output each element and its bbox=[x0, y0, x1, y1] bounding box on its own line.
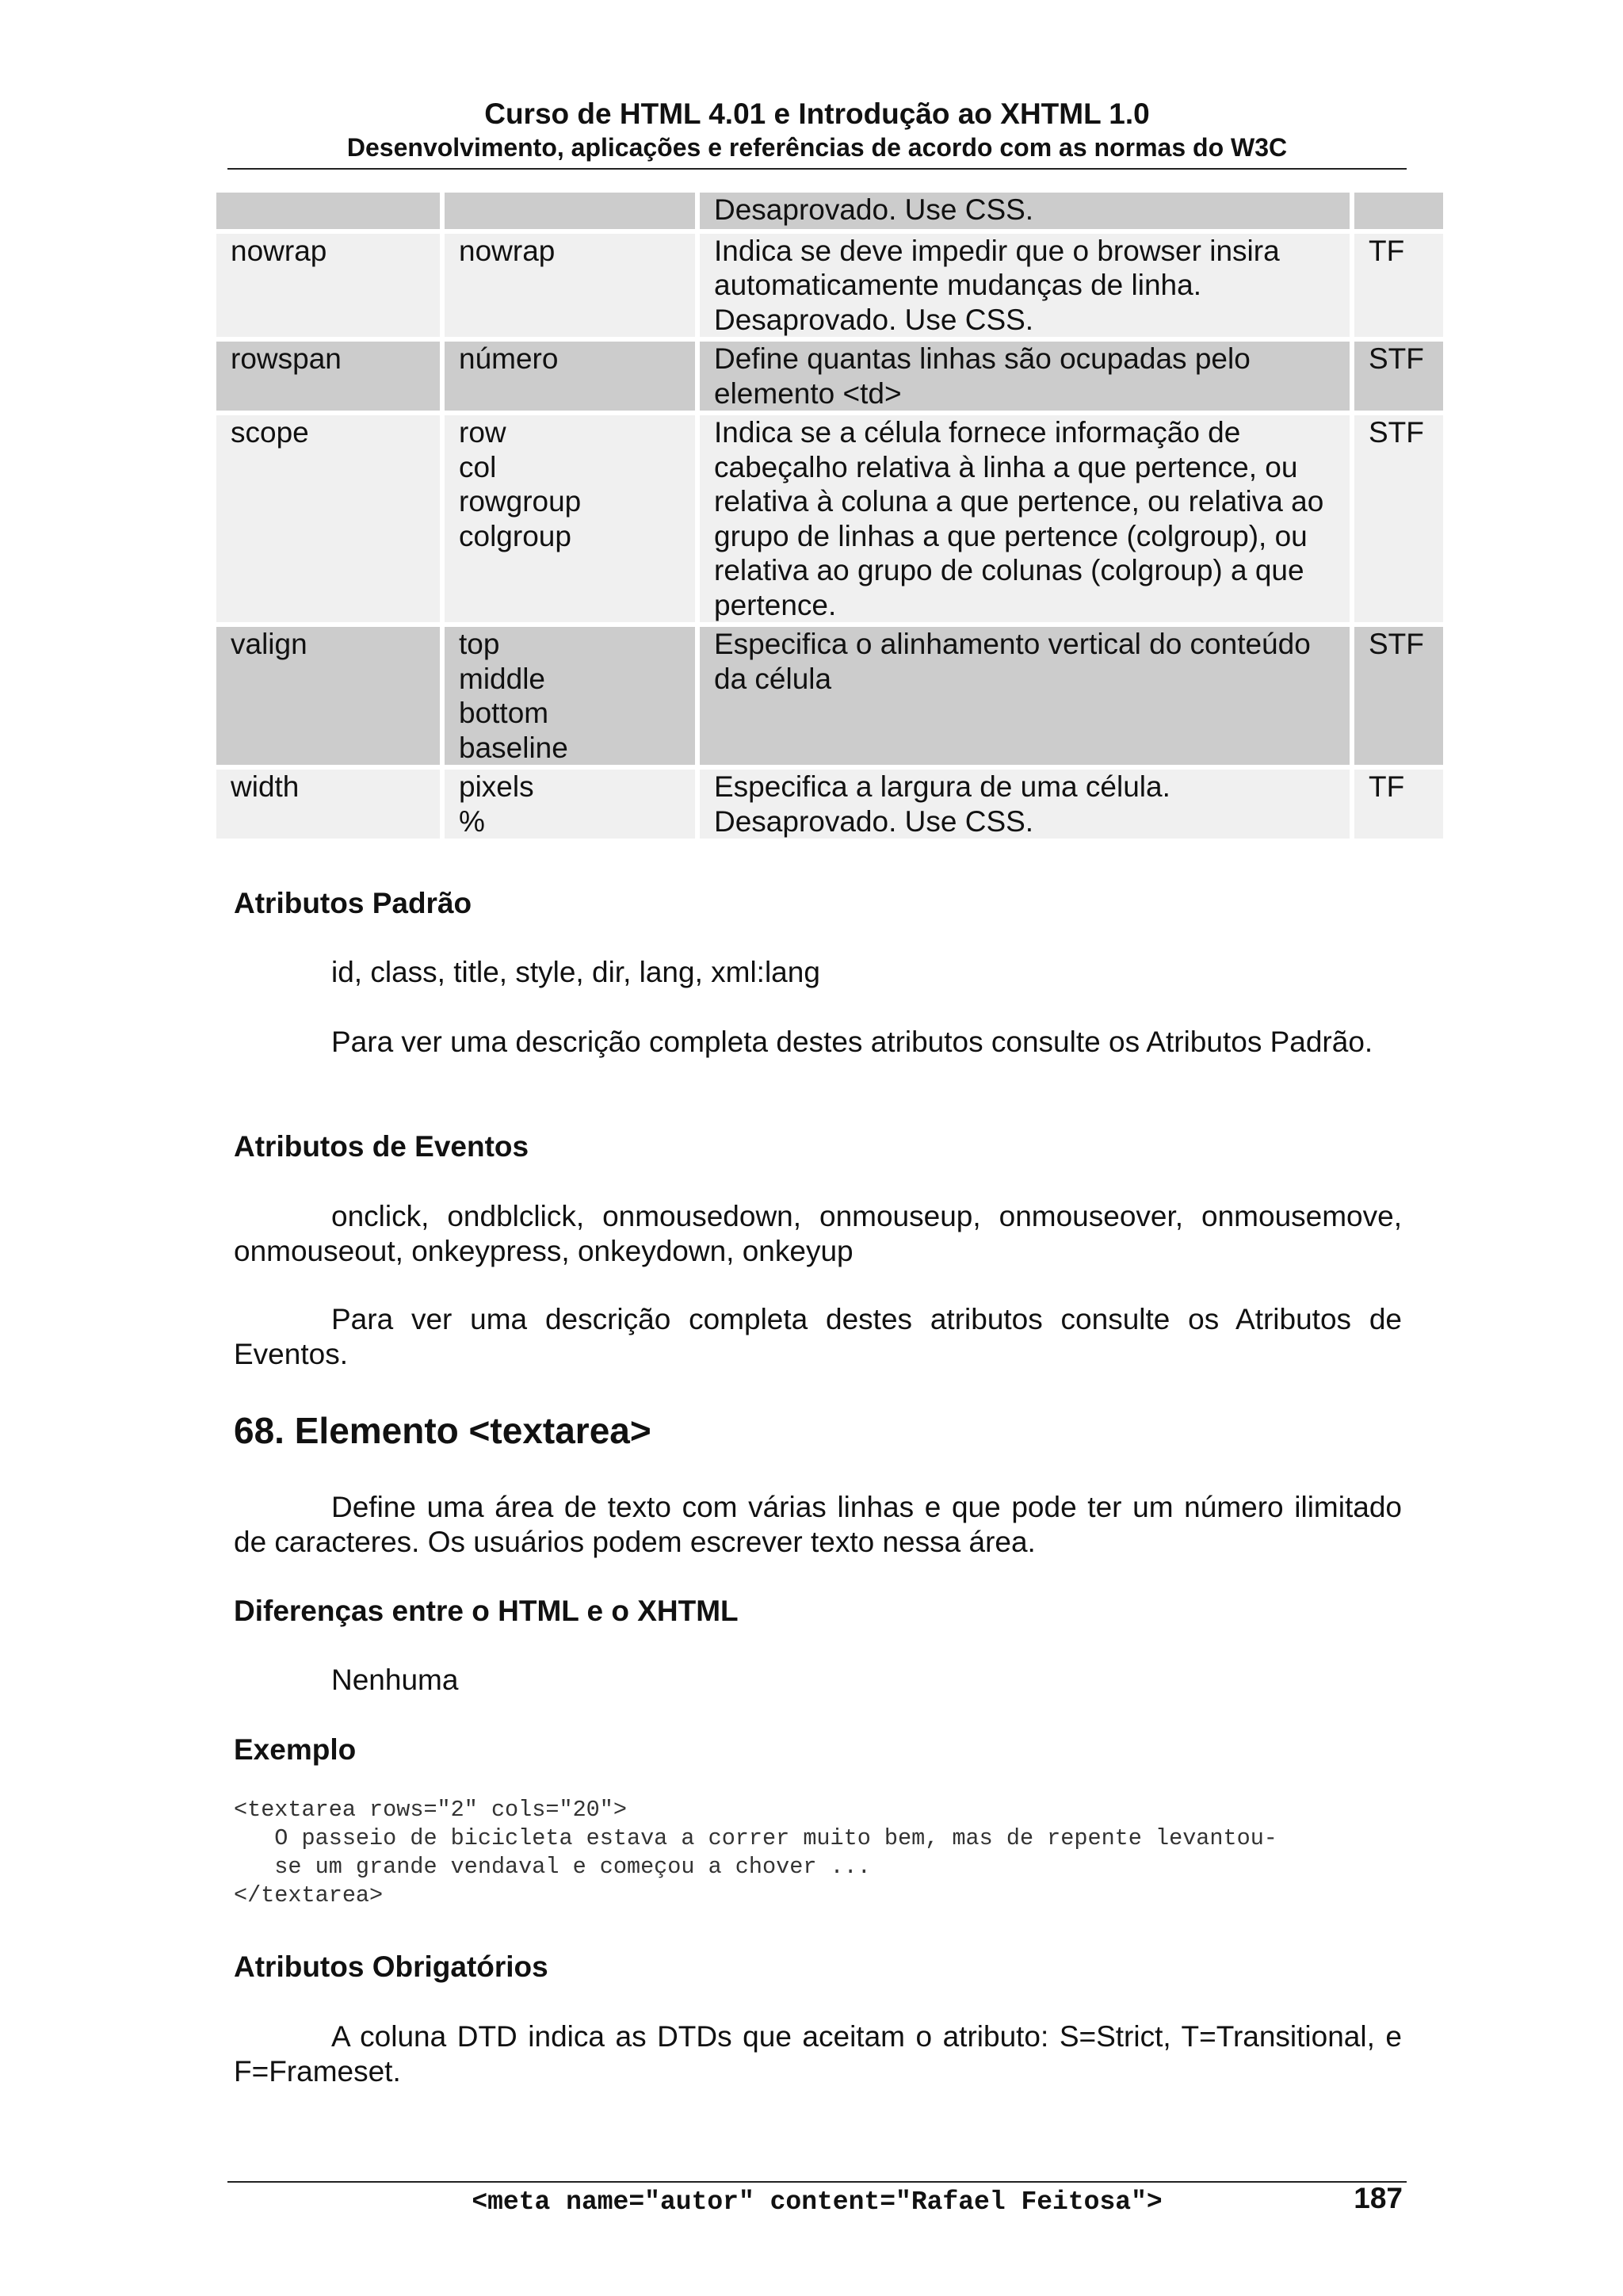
event-attrs-heading: Atributos de Eventos bbox=[234, 1130, 529, 1163]
attr-description-cell: Indica se deve impedir que o browser insira automaticamente mudanças de linha. Desaprovado. Use CSS. bbox=[700, 234, 1350, 338]
attr-values-cell bbox=[445, 415, 695, 622]
attr-dtd-cell: STF bbox=[1354, 342, 1443, 411]
attr-dtd-cell: STF bbox=[1354, 627, 1443, 765]
attr-values-cell bbox=[445, 627, 695, 765]
standard-attrs-note: Para ver uma descrição completa destes atributos consulte os Atributos Padrão. bbox=[331, 1026, 1373, 1058]
attr-name-cell: valign bbox=[216, 627, 440, 765]
differences-heading: Diferenças entre o HTML e o XHTML bbox=[234, 1595, 739, 1627]
attr-value: nowrap bbox=[459, 234, 556, 267]
footer-divider bbox=[227, 2181, 1407, 2183]
attr-value: rowgroup bbox=[459, 485, 582, 518]
attr-values-cell bbox=[445, 342, 695, 411]
standard-attrs-list: id, class, title, style, dir, lang, xml:lang bbox=[331, 956, 820, 988]
footer-meta: <meta name="autor" content="Rafael Feitosa"> bbox=[472, 2187, 1163, 2217]
event-attrs-list: onclick, ondblclick, onmousedown, onmouseup, onmouseover, onmousemove, onmouseout, onkeypress, onkeydown, onkeyup bbox=[234, 1200, 1402, 1267]
attr-value: middle bbox=[459, 662, 545, 695]
required-attrs-text: A coluna DTD indica as DTDs que aceitam o atributo: S=Strict, T=Transitional, e F=Frameset. bbox=[234, 2020, 1402, 2088]
table-row bbox=[216, 342, 1443, 411]
attr-dtd-cell: TF bbox=[1354, 770, 1443, 839]
attr-value: col bbox=[459, 450, 497, 483]
table-row bbox=[216, 234, 1443, 338]
attr-description-cell: Indica se a célula fornece informação de cabeçalho relativa à linha a que pertence, ou relativa à coluna a que pertence, ou relativa ao grupo de linhas a que pertence (colgroup), ou relativa ao grupo de colunas (colgroup) a que pertence. bbox=[700, 415, 1350, 622]
attr-value: bottom bbox=[459, 697, 549, 729]
example-code: <textarea rows="2" cols="20"> O passeio de bicicleta estava a correr muito bem, mas de repente levantou- se um grande vendaval e começou a chover ... </textarea> bbox=[234, 1797, 1277, 1908]
attr-value: número bbox=[459, 342, 559, 375]
attr-name-cell: width bbox=[216, 770, 440, 839]
attr-description-cell: Especifica o alinhamento vertical do conteúdo da célula bbox=[700, 627, 1350, 765]
table-row bbox=[216, 193, 1443, 229]
attr-value: pixels bbox=[459, 770, 534, 803]
table-row bbox=[216, 770, 1443, 839]
standard-attrs-heading: Atributos Padrão bbox=[234, 887, 472, 919]
example-heading: Exemplo bbox=[234, 1733, 357, 1766]
attr-name-cell: nowrap bbox=[216, 234, 440, 338]
header-title: Curso de HTML 4.01 e Introdução ao XHTML 1.0 bbox=[484, 97, 1150, 130]
attr-name-cell bbox=[216, 193, 440, 229]
attr-values-cell bbox=[445, 770, 695, 839]
section-intro: Define uma área de texto com várias linhas e que pode ter um número ilimitado de caracteres. Os usuários podem escrever texto nessa área. bbox=[234, 1491, 1402, 1558]
differences-text: Nenhuma bbox=[331, 1664, 459, 1696]
attr-values-cell bbox=[445, 193, 695, 229]
table-row bbox=[216, 415, 1443, 622]
header-subtitle: Desenvolvimento, aplicações e referências de acordo com as normas do W3C bbox=[346, 133, 1288, 162]
attr-description-cell: Especifica a largura de uma célula. Desaprovado. Use CSS. bbox=[700, 770, 1350, 839]
event-attrs-note: Para ver uma descrição completa destes atributos consulte os Atributos de Eventos. bbox=[234, 1303, 1402, 1370]
attr-value: colgroup bbox=[459, 519, 571, 552]
attr-dtd-cell bbox=[1354, 193, 1443, 229]
attr-values-cell bbox=[445, 234, 695, 338]
attr-dtd-cell: TF bbox=[1354, 234, 1443, 338]
section-title: 68. Elemento <textarea> bbox=[234, 1410, 651, 1451]
attr-value: top bbox=[459, 628, 500, 660]
page-header bbox=[227, 97, 1407, 170]
attr-description-cell: Define quantas linhas são ocupadas pelo elemento <td> bbox=[700, 342, 1350, 411]
attr-description-cell: Desaprovado. Use CSS. bbox=[700, 193, 1350, 229]
attr-name-cell: rowspan bbox=[216, 342, 440, 411]
attr-value: baseline bbox=[459, 731, 568, 764]
table-row bbox=[216, 627, 1443, 765]
attr-value: % bbox=[459, 804, 485, 838]
required-attrs-heading: Atributos Obrigatórios bbox=[234, 1950, 548, 1983]
attr-value: row bbox=[459, 416, 506, 449]
attr-name-cell: scope bbox=[216, 415, 440, 622]
attr-dtd-cell: STF bbox=[1354, 415, 1443, 622]
page-number: 187 bbox=[1354, 2182, 1403, 2214]
attributes-table bbox=[212, 188, 1448, 843]
